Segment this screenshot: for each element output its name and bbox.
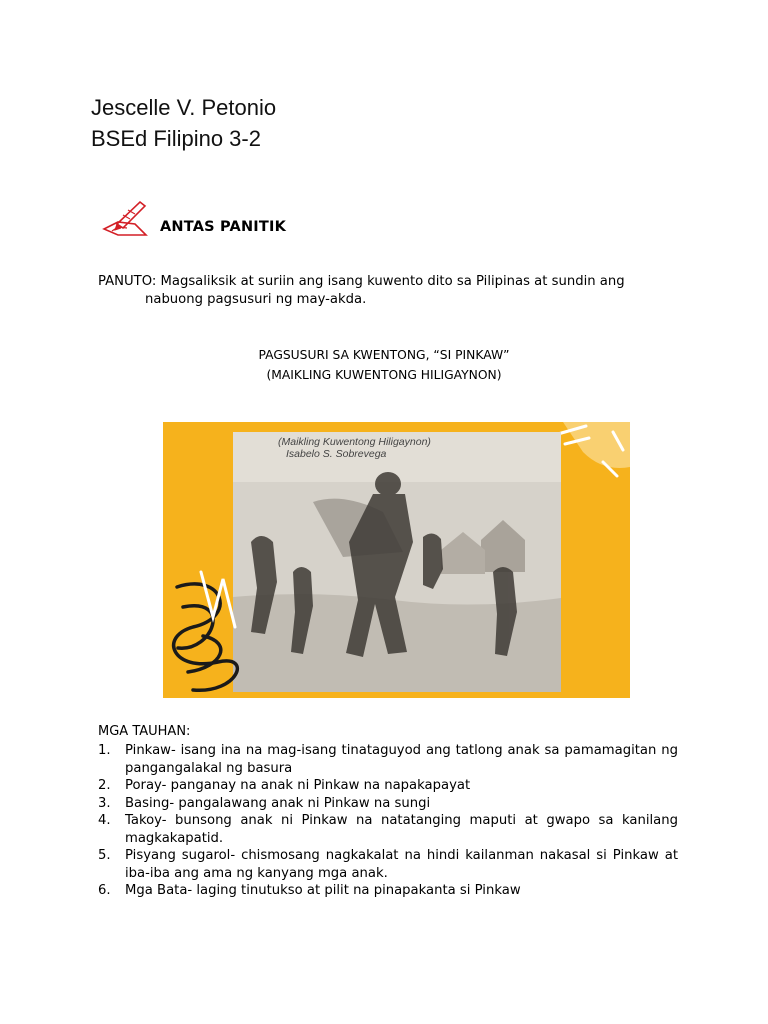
hand-writing-icon (102, 198, 152, 238)
story-illustration (163, 422, 630, 698)
characters-list (98, 742, 678, 900)
characters-heading: MGA TAUHAN: (98, 724, 191, 739)
author-name: Jescelle V. Petonio (91, 95, 277, 120)
section-title: ANTAS PANITIK (160, 219, 287, 235)
illustration-caption-1: (Maikling Kuwentong Hiligaynon) (278, 436, 431, 448)
list-item: 6. Mga Bata- laging tinutukso at pilit na pinapakanta si Pinkaw (98, 883, 521, 898)
analysis-subtitle: (MAIKLING KUWENTONG HILIGAYNON) (266, 368, 502, 382)
analysis-title: PAGSUSURI SA KWENTONG, “SI PINKAW” (258, 348, 510, 362)
illustration-caption-2: Isabelo S. Sobrevega (286, 448, 387, 460)
list-item: 5. Pisyang sugarol- chismosang nagkakalat na hindi kailanman nakasal si Pinkaw at iba-iba ang ama ng kanyang mga anak. (98, 848, 678, 881)
list-item: 1. Pinkaw- isang ina na mag-isang tinataguyod ang tatlong anak sa pamamagitan ng pangangalakal ng basura (98, 743, 678, 776)
list-item: 2. Poray- panganay na anak ni Pinkaw na napakapayat (98, 778, 471, 793)
author-block (91, 92, 276, 154)
list-item: 4. Takoy- bunsong anak ni Pinkaw na natatanging maputi at gwapo sa kanilang magkakapatid. (98, 813, 678, 846)
instruction-line-2: nabuong pagsusuri ng may-akda. (145, 292, 367, 307)
list-item: 3. Basing- pangalawang anak ni Pinkaw na sungi (98, 795, 431, 811)
course-label: BSEd Filipino 3-2 (91, 126, 261, 151)
instruction-line-1: PANUTO: Magsaliksik at suriin ang isang kuwento dito sa Pilipinas at sundin ang (98, 274, 625, 289)
instruction-paragraph (98, 273, 676, 309)
